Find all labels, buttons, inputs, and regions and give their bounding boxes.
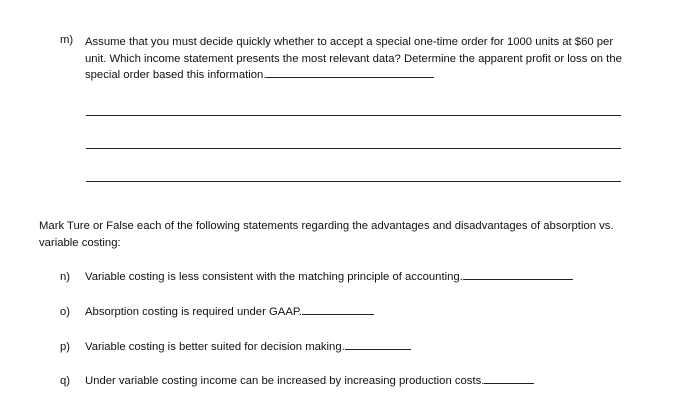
statement-q-text: Under variable costing income can be increased by increasing production costs. <box>85 375 485 387</box>
statement-o-blank[interactable] <box>302 304 374 315</box>
statement-q <box>60 373 534 387</box>
statement-p-letter: p) <box>60 341 71 353</box>
statement-o-letter: o) <box>60 306 71 318</box>
statement-n-letter: n) <box>60 271 71 283</box>
statement-o <box>60 304 374 318</box>
statement-p-blank[interactable] <box>345 339 411 350</box>
statement-n <box>60 269 573 283</box>
question-m-text: Assume that you must decide quickly whether to accept a special one-time order for 1000 units at $60 per unit. Which income statement presents the most relevant data? Determine the apparent profit or loss on the special order based this information. <box>85 36 622 81</box>
question-m-letter: m) <box>60 34 74 46</box>
statement-q-letter: q) <box>60 375 71 387</box>
statement-q-blank[interactable] <box>484 373 534 384</box>
question-m-inline-blank[interactable] <box>266 67 434 78</box>
statement-o-text: Absorption costing is required under GAAP. <box>85 306 303 318</box>
statement-p <box>60 339 411 353</box>
instructions-text: Mark Ture or False each of the following statements regarding the advantages and disadvantages of absorption vs. variable costing: <box>39 220 614 249</box>
statement-n-text: Variable costing is less consistent with the matching principle of accounting. <box>85 271 463 283</box>
statement-p-text: Variable costing is better suited for decision making. <box>85 341 345 353</box>
answer-line-2[interactable] <box>86 148 621 149</box>
answer-line-3[interactable] <box>86 181 621 182</box>
question-m <box>60 34 630 84</box>
question-m-text-block <box>85 34 630 84</box>
answer-line-1[interactable] <box>86 115 621 116</box>
statement-n-blank[interactable] <box>463 269 573 280</box>
